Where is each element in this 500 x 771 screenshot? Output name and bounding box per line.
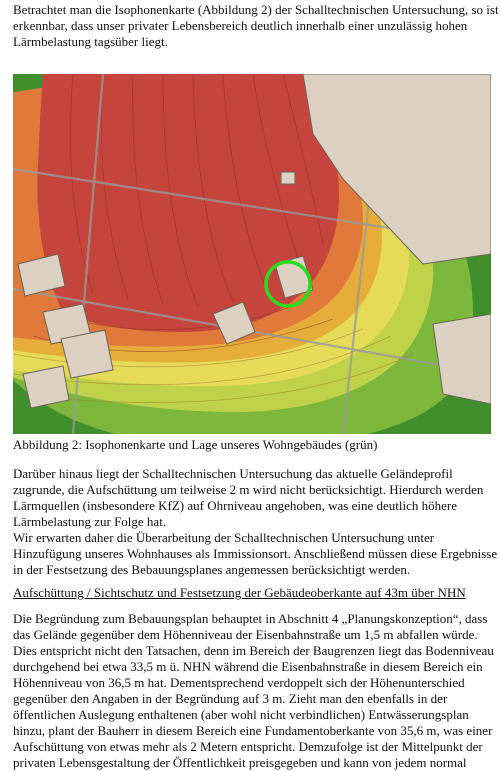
paragraph-line: Dies entspricht nicht den Tatsachen, denn im Bereich der Baugrenzen liegt das Bodenniveau (13, 643, 494, 658)
paragraph-line: gegenüber den Angaben in der Begründung auf 3 m. Zieht man den ebenfalls in der (13, 691, 448, 706)
paragraph-line: zugrunde, die Aufschüttung um teilweise 2 m wird nicht berücksichtigt. Hierdurch werden (13, 482, 484, 497)
paragraph-line: das Gelände gegenüber dem Höhenniveau der Eisenbahnstraße um 1,5 m abfallen würde. (13, 627, 478, 642)
figure-caption: Abbildung 2: Isophonenkarte und Lage unseres Wohngebäudes (grün) (13, 437, 378, 452)
paragraph-line: öffentlichen Auslegung enthaltenen (aber wohl nicht verbindlichen) Entwässerungsplan (13, 707, 469, 722)
building-small (281, 172, 295, 184)
paragraph-line: hinzu, plant der Bauherr in diesem Bereich eine Fundamentoberkante von 35,6 m, was einer (13, 723, 493, 738)
paragraph-line: in der Festsetzung des Bebauungsplanes angemessen berücksichtigt werden. (13, 562, 411, 577)
paragraph-line: Die Begründung zum Bebauungsplan behauptet in Abschnitt 4 „Planungskonzeption“, dass (13, 611, 488, 626)
paragraph-line: durchgehend bei etwa 33,5 m ü. NHN während die Eisenbahnstraße in diesem Bereich ein (13, 659, 483, 674)
paragraph-line: Lärmquellen (insbesondere KfZ) auf Ohrniveau angehoben, was eine deutlich höhere (13, 498, 457, 513)
paragraph-2 (13, 466, 498, 578)
isophone-map-figure (13, 74, 491, 434)
paragraph-line: Hinzufügung unseres Wohnhauses als Immissionsort. Anschließend müssen diese Ergebnisse (13, 546, 498, 561)
intro-line: Betrachtet man die Isophonenkarte (Abbildung 2) der Schalltechnischen Untersuchung, so ist (13, 2, 499, 17)
paragraph-line: Höhenniveau von 36,5 m hat. Dementsprechend verdoppelt sich der Höhenunterschied (13, 675, 465, 690)
intro-paragraph (13, 2, 499, 50)
paragraph-3 (13, 611, 494, 771)
paragraph-line: Lärmbelastung zur Folge hat. (13, 514, 167, 529)
paragraph-line: Darüber hinaus liegt der Schalltechnischen Untersuchung das aktuelle Geländeprofil (13, 466, 453, 481)
building-left-4 (23, 366, 69, 408)
building-left-3 (61, 330, 113, 378)
section-heading: Aufschüttung / Sichtschutz und Festsetzung der Gebäudeoberkante auf 43m über NHN (13, 585, 466, 600)
paragraph-line: Aufschüttung von etwas mehr als 2 Metern entspricht. Demzufolge ist der Mittelpunkt der (13, 739, 483, 754)
intro-line: Lärmbelastung tagsüber liegt. (13, 34, 168, 49)
intro-line: erkennbar, dass unser privater Lebensbereich deutlich innerhalb einer unzulässig hohen (13, 18, 468, 33)
paragraph-line: Wir erwarten daher die Überarbeitung der Schalltechnischen Untersuchung unter (13, 530, 435, 545)
paragraph-line: privaten Lebensgestaltung der Öffentlichkeit preisgegeben und kann von jedem normal (13, 755, 467, 770)
